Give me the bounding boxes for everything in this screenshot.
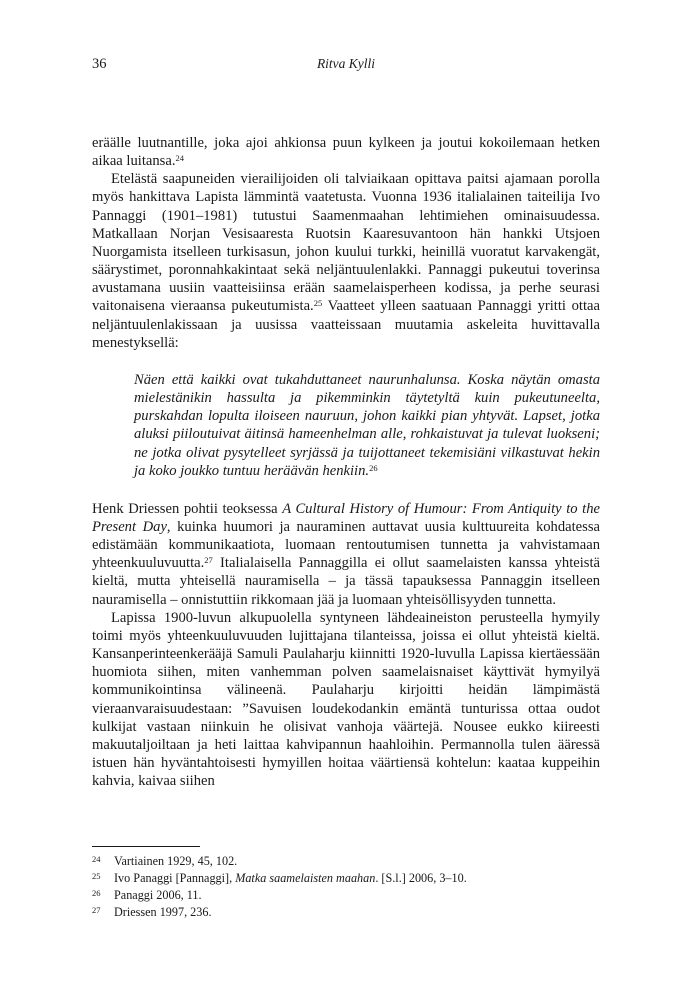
footnote-number: 25 (92, 871, 101, 881)
footnote-text (114, 870, 600, 887)
footnote (92, 887, 600, 904)
page-header (92, 56, 600, 76)
paragraph-text: Henk Driessen pohtii teoksessa (92, 500, 283, 517)
footnote-text-part: . [S.l.] 2006, 3–10. (375, 871, 467, 885)
footnotes (92, 846, 600, 921)
paragraph-text: Vaatteet ylleen saatuaan Pannaggi yritti ottaa neljäntuulenlakissaan ja uusissa vaatteissaan muutamia askeleita huvittavalla menestyksellä: (92, 298, 600, 351)
paragraph-text: Lapissa 1900-luvun alkupuolella syntyneen lähdeaineiston perusteella hymyily toimi myös yhteenkuuluvuuden lujittajana tilanteissa, joissa ei ollut yhteistä kieltä. Kansanperinteenkerääjä Samuli Paulaharju kiinnitti 1920-luvulla Lapissa kiertäessään huomiota siihen, miten vanhemman polven saamelaisnaiset käyttivät hymyilyä kommunikointinsa välineenä. Paulaharju kirjoitti heidän lämpimästä vieraanvaraisuudestaan: ”Savuisen loudekodankin emäntä tunturissa ottaa oudot kulkijat vastaan niinkuin he olisivat vanhoja väärtejä. Nousee eukko kiireesti makuutaljoiltaan ja heti laittaa kahvipannun haahloihin. Permannolla tulen ääressä istuen hän hyväntahtoisesti hymyillen hoitaa väärtiensä kohtelun: kaataa kuppeihin kahvia, kaivaa siihen (92, 609, 600, 790)
footnote-text-part: Ivo Panaggi [Pannaggi], (114, 871, 236, 885)
footnote-number: 26 (92, 888, 101, 898)
paragraph-text: Italialaisella Pannaggilla ei ollut saamelaisten kanssa yhteistä kieltä, mutta yhteisellä nauramisella – ja tässä tapauksessa Pannaggin itselleen nauramisella – onnistuttiin rikkomaan jää ja luomaan yhteisöllisyyden tunnetta. (92, 555, 600, 608)
footnote-title: Matka saamelaisten maahan (235, 871, 376, 885)
footnote (92, 853, 600, 870)
main-text (92, 134, 600, 790)
block-quote (134, 371, 600, 480)
paragraph-text: Etelästä saapuneiden vierailijoiden oli talviaikaan opittava paitsi ajamaan porolla myös hankittava Lapista lämmintä vaatetusta. Vuonna 1936 italialainen taiteilija Ivo Pannaggi (1901–1981) tutustui Saamenmaahan lehtimiehen ominaisuudessa. Matkallaan Norjan Vesisaaresta Ruotsin Kaaresuvantoon hän hankki Utsjoen Nuorgamista itselleen turkisasun, johon kuului turkki, heinillä vuoratut karvakengät, säärystimet, poronnahkakintaat sekä neljäntuulenlakki. Pannaggi pukeutui toverinsa avustamana uusiin vaatteisiinsa erään saamelaisperheen kodissa, ja perhe seurasi vaitonaisena vieraansa pukeutumista. (92, 171, 600, 315)
footnote-ref: 25 (313, 298, 323, 309)
paragraph (92, 134, 600, 170)
footnote-number: 24 (92, 854, 101, 864)
footnote-ref: 26 (369, 462, 378, 473)
footnote-number: 27 (92, 905, 101, 915)
footnote-ref: 24 (175, 152, 184, 163)
paragraph (92, 500, 600, 609)
footnote-text: Vartiainen 1929, 45, 102. (114, 854, 238, 868)
paragraph (92, 170, 600, 352)
running-head: Ritva Kylli (316, 56, 376, 71)
page-number: 36 (92, 56, 107, 72)
paragraph-text: , kuinka huumori ja nauraminen auttavat uusia kulttuureita kohdatessa edistämään kommunikaatiota, luomaan rentoutumisen tunnetta ja vahvistamaan yhteenkuuluvuutta. (92, 518, 600, 572)
footnote-text: Panaggi 2006, 11. (114, 888, 202, 902)
footnote (92, 904, 600, 921)
footnote-text: Driessen 1997, 236. (114, 905, 212, 919)
footnote-divider (92, 846, 200, 847)
footnote-ref: 27 (204, 555, 213, 566)
quote-text: Näen että kaikki ovat tukahduttaneet naurunhalunsa. Koska näytän omasta mielestänikin hassulta ja pikemminkin täytetyltä kuin pukeutuneelta, purskahdan lopulta iloiseen nauruun, johon kaikki pian yhtyvät. Lapset, jotka aluksi piiloutuivat äitinsä hameenhelman alle, rohkaistuvat ja tulevat luokseni; ne jotka olivat pysytelleet syrjässä ja tuijottaneet tekemisiäni vilkastuvat hekin ja koko joukko tuntuu heräävän henkiin. (134, 371, 600, 479)
book-title: A Cultural History of Humour: From Antiquity to the Present Day (92, 500, 600, 535)
paragraph-text: eräälle luutnantille, joka ajoi ahkionsa puun kylkeen ja joutui kokoilemaan hetken aikaa luitansa. (92, 135, 600, 170)
footnote (92, 870, 600, 887)
paragraph (92, 609, 600, 791)
